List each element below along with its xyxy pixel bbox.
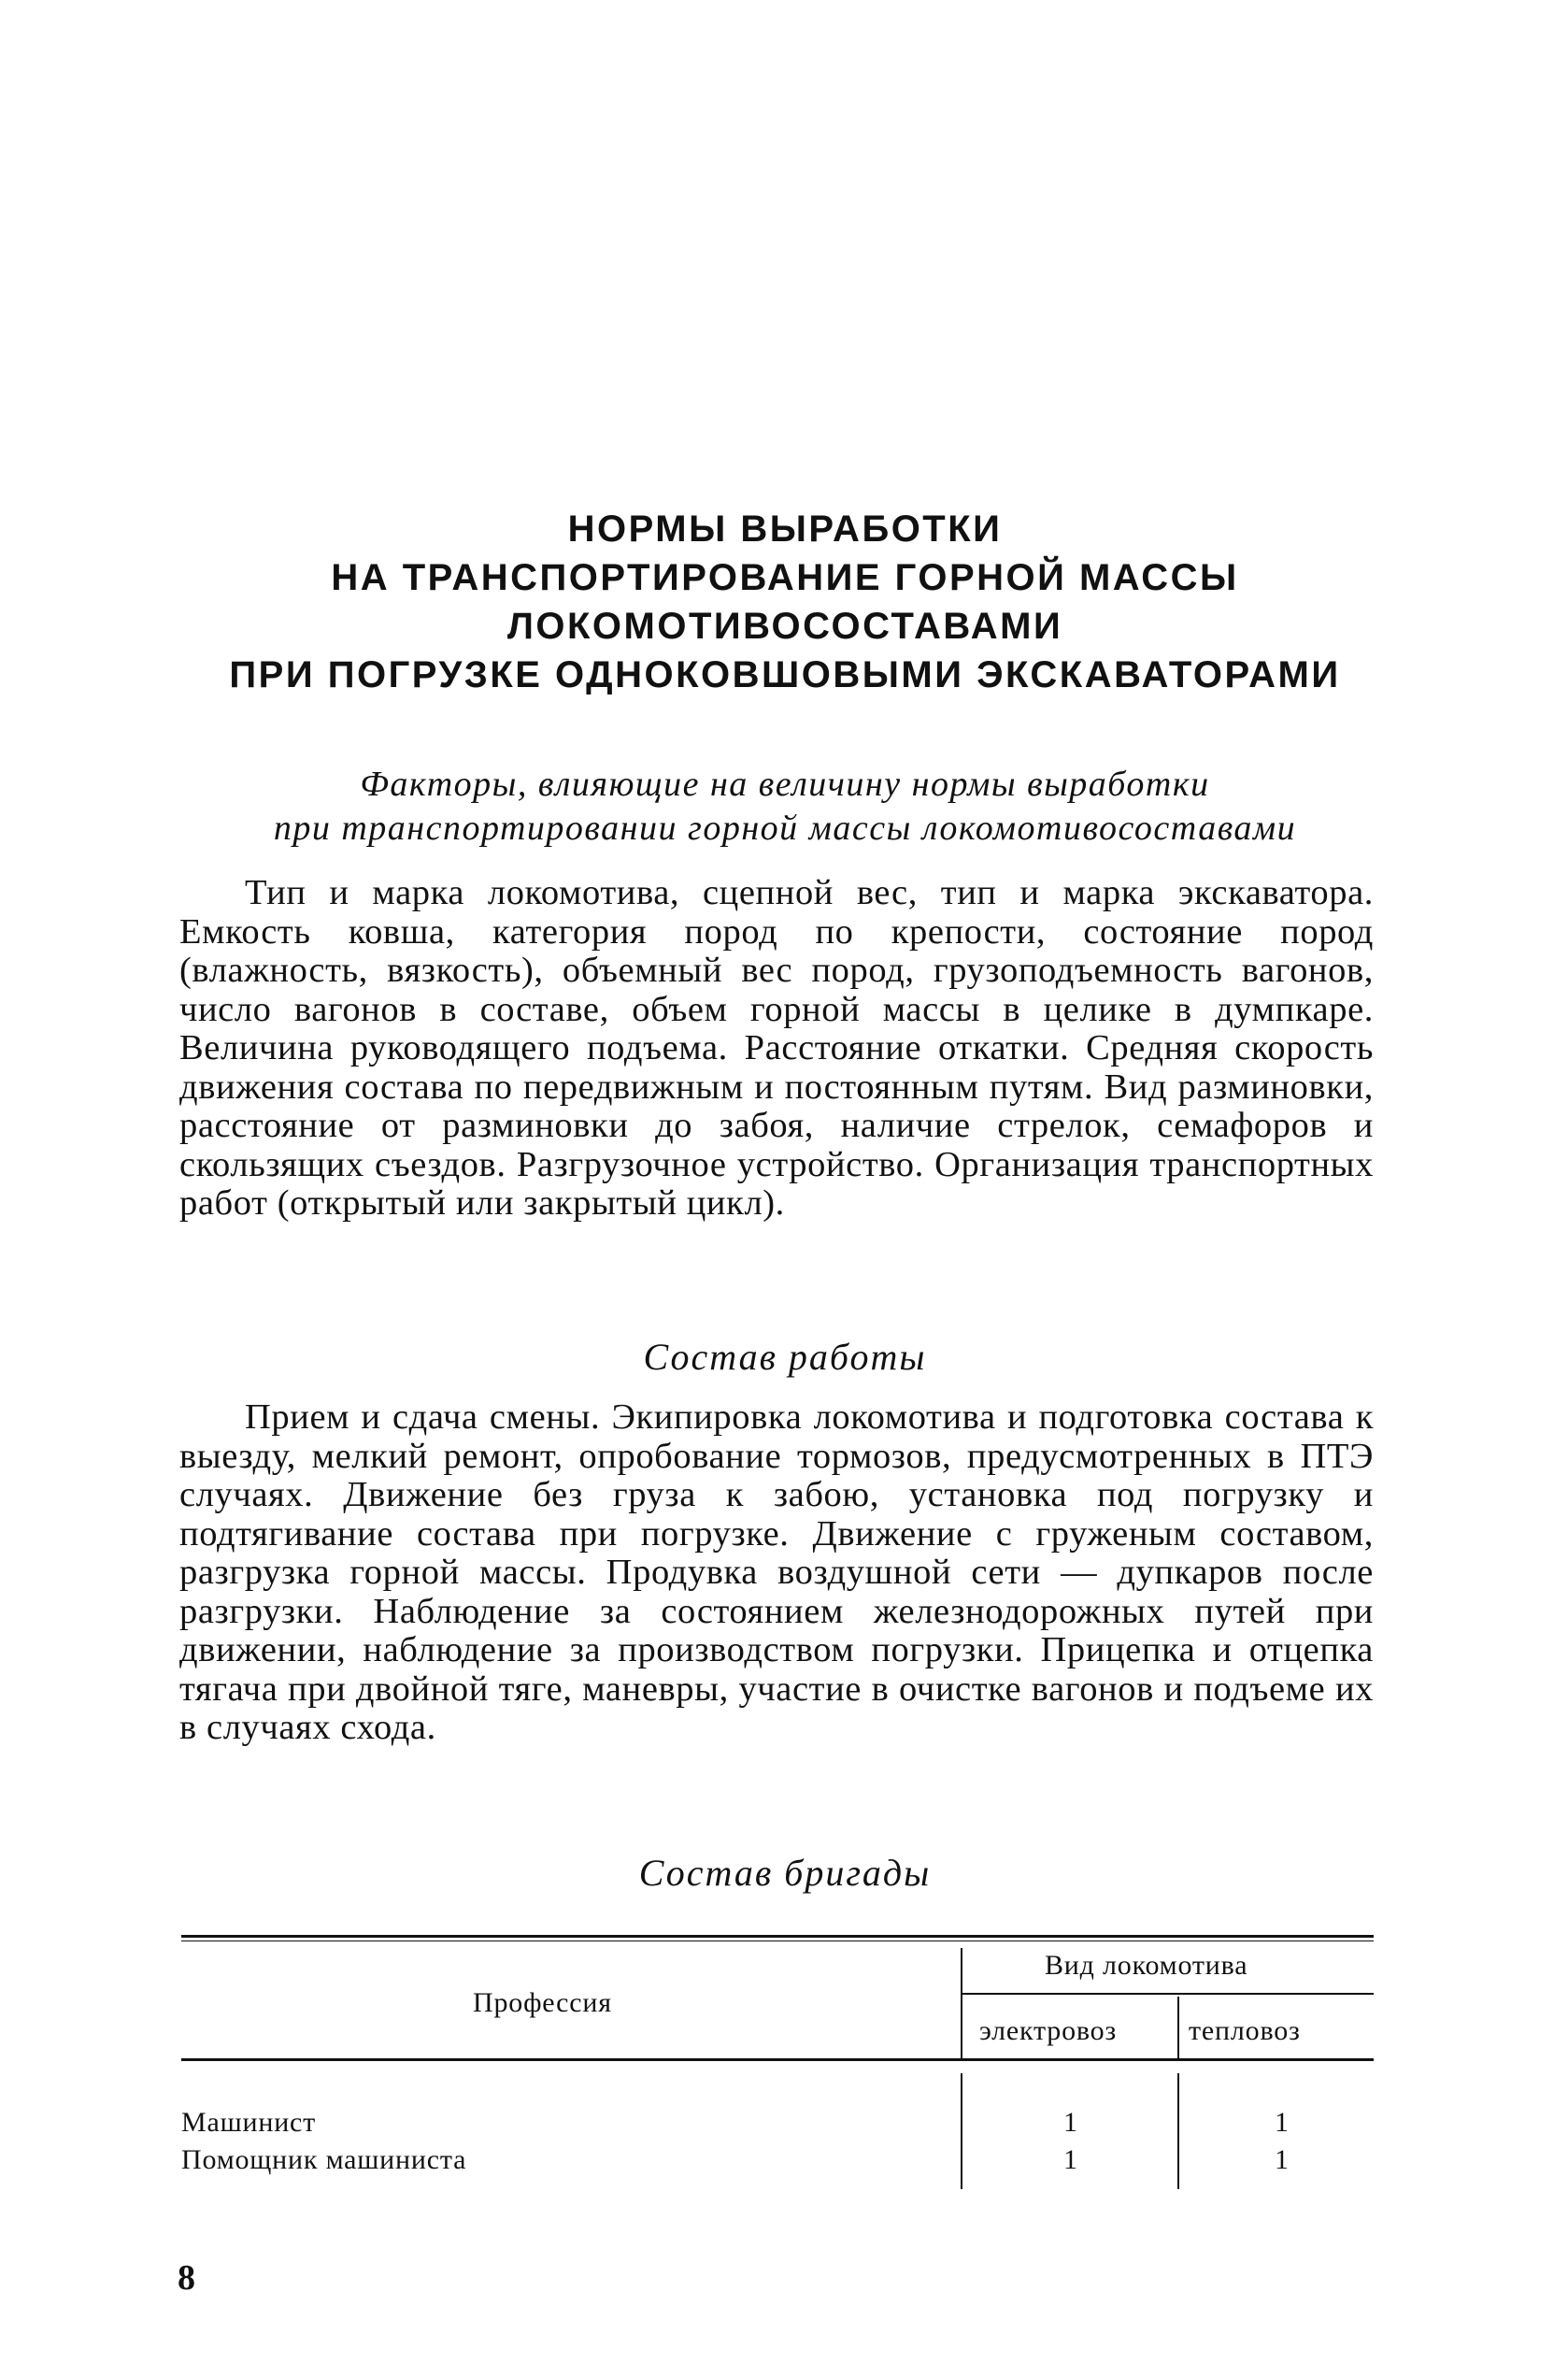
header-vertical-rule xyxy=(961,1948,962,2058)
title-line: НОРМЫ ВЫРАБОТКИ xyxy=(567,508,1003,550)
work-text: Прием и сдача смены. Экипировка локомотива и подготовка состава к выезду, мелкий ремонт, опробование тормозов, предусмотренных в ПТЭ случаях. Движение без груза к забою, установка под погрузку и подтягивание состава при погрузке. Движение с груженым составом, разгрузка горной массы. Продувка воздушной сети — дупкаров после разгрузки. Наблюдение за состоянием железнодорожных путей при движении, наблюдение за производством погрузки. Прицепка и отцепка тягача при двойной тяге, маневры, участие в очистке вагонов и подъеме их в случаях схода. xyxy=(179,1397,1374,1747)
row-diesel-count: 1 xyxy=(1275,2107,1290,2138)
body-vertical-rule xyxy=(961,2073,962,2189)
header-locomotive-type: Вид локомотива xyxy=(1045,1950,1248,1981)
factors-heading xyxy=(178,763,1392,851)
page-number: 8 xyxy=(178,2258,195,2298)
row-profession: Помощник машиниста xyxy=(181,2144,467,2175)
row-electric-count: 1 xyxy=(1063,2107,1078,2138)
row-profession: Машинист xyxy=(181,2107,317,2138)
factors-heading-line: при транспортировании горной массы локомотивосоставами xyxy=(273,809,1297,848)
title-line: ПРИ ПОГРУЗКЕ ОДНОКОВШОВЫМИ ЭКСКАВАТОРАМИ xyxy=(229,654,1341,695)
work-heading: Состав работы xyxy=(643,1336,927,1378)
factors-heading-line: Факторы, влияющие на величину нормы выработки xyxy=(360,765,1210,804)
factors-paragraph xyxy=(179,874,1374,1224)
header-profession: Профессия xyxy=(473,1987,612,2018)
header-group-rule xyxy=(961,1993,1374,1995)
header-bottom-rule xyxy=(181,2058,1374,2061)
header-vertical-rule xyxy=(1177,1997,1179,2058)
document-title xyxy=(178,505,1392,699)
crew-table xyxy=(181,1935,1374,2243)
header-diesel: тепловоз xyxy=(1189,2015,1301,2046)
factors-text: Тип и марка локомотива, сцепной вес, тип и марка экскаватора. Емкость ковша, категория пород по крепости, состояние пород (влажность, вязкость), объемный вес пород, грузоподъемность вагонов, число вагонов в составе, объем горной массы в целике в думпкаре. Величина руководящего подъема. Расстояние откатки. Средняя скорость движения состава по передвижным и постоянным путям. Вид разминовки, расстояние от разминовки до забоя, наличие стрелок, семафоров и скользящих съездов. Разгрузочное устройство. Организация транспортных работ (открытый или закрытый цикл). xyxy=(179,873,1374,1223)
row-electric-count: 1 xyxy=(1063,2144,1078,2175)
crew-heading: Состав бригады xyxy=(638,1852,932,1894)
body-vertical-rule xyxy=(1177,2073,1179,2189)
title-line: ЛОКОМОТИВОСОСТАВАМИ xyxy=(506,606,1063,647)
work-paragraph xyxy=(179,1398,1374,1748)
table-top-rule xyxy=(181,1935,1374,1938)
row-diesel-count: 1 xyxy=(1275,2144,1290,2175)
header-electric: электровоз xyxy=(979,2015,1118,2046)
title-line: НА ТРАНСПОРТИРОВАНИЕ ГОРНОЙ МАССЫ xyxy=(331,557,1239,598)
